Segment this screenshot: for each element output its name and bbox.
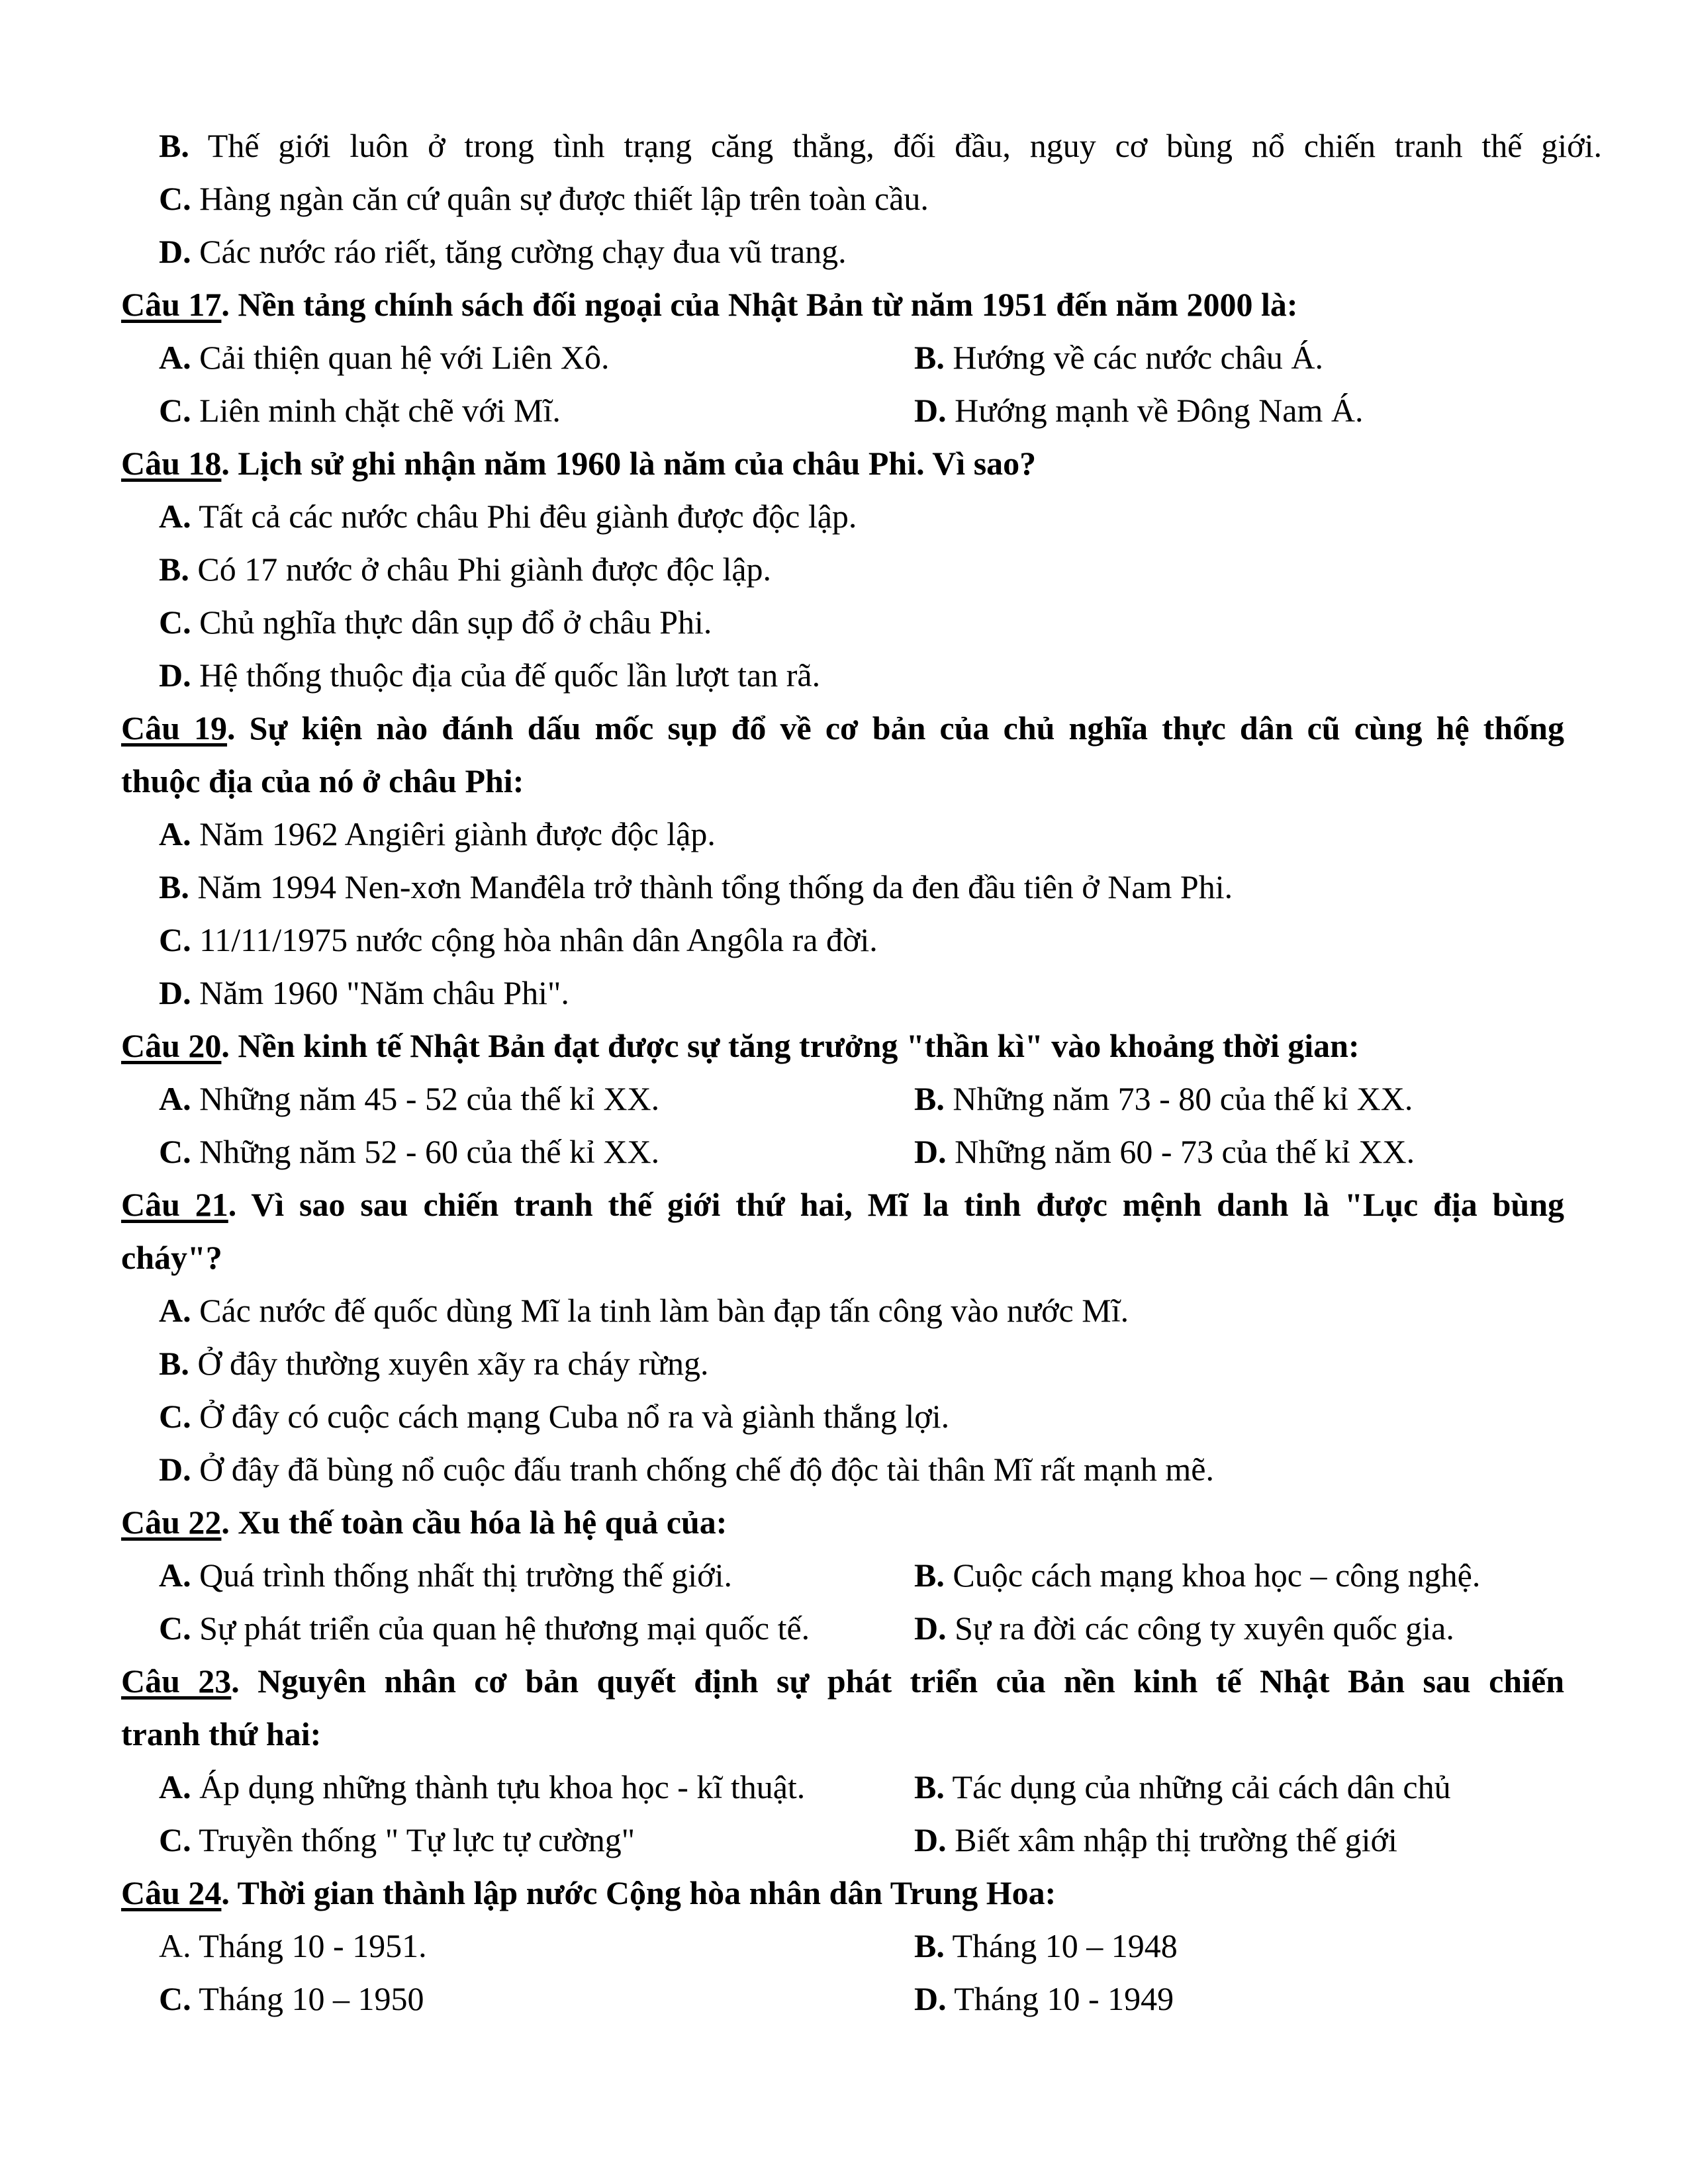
option-label: B. — [914, 1080, 945, 1117]
question-19-continued — [121, 761, 524, 801]
question-number: Câu 24 — [121, 1874, 222, 1911]
option-label: B. — [159, 127, 189, 164]
option-text: Năm 1994 Nen-xơn Manđêla trở thành tổng thống da đen đầu tiên ở Nam Phi. — [197, 868, 1233, 905]
option-label: B. — [159, 551, 189, 588]
option-text: Cuộc cách mạng khoa học – công nghệ. — [953, 1557, 1481, 1594]
option-text: Cải thiện quan hệ với Liên Xô. — [199, 339, 610, 376]
option-text: Hệ thống thuộc địa của đế quốc lần lượt tan rã. — [199, 657, 821, 694]
option-label: B. — [914, 1768, 945, 1805]
option-text: Liên minh chặt chẽ với Mĩ. — [199, 392, 561, 429]
option-text: Những năm 73 - 80 của thế kỉ XX. — [953, 1080, 1413, 1117]
option-label: D. — [914, 392, 947, 429]
question-21-option-c — [159, 1396, 949, 1436]
option-text: Biết xâm nhập thị trường thế giới — [955, 1821, 1397, 1858]
option-label: B. — [159, 868, 189, 905]
question-21-continued — [121, 1238, 222, 1277]
question-text: cháy"? — [121, 1239, 222, 1276]
option-label: A. — [159, 498, 191, 535]
question-24-option-b — [914, 1926, 1178, 1966]
option-label: C. — [159, 921, 191, 958]
option-text: Hướng mạnh về Đông Nam Á. — [955, 392, 1364, 429]
option-label: D. — [159, 233, 191, 270]
option-label: D. — [914, 1980, 947, 2017]
question-21-option-a — [159, 1291, 1129, 1330]
option-label: B. — [914, 339, 945, 376]
question-22-option-d — [914, 1608, 1454, 1648]
option-text: Các nước ráo riết, tăng cường chạy đua vũ trang. — [199, 233, 847, 270]
option-label: C. — [159, 604, 191, 641]
option-text: Ở đây có cuộc cách mạng Cuba nổ ra và giành thắng lợi. — [199, 1398, 950, 1435]
question-19-option-a — [159, 814, 716, 854]
question-number: Câu 23 — [121, 1662, 232, 1700]
question-number: Câu 19 — [121, 709, 228, 747]
question-23-option-a — [159, 1767, 805, 1807]
option-text: Áp dụng những thành tựu khoa học - kĩ thuật. — [199, 1768, 806, 1805]
question-18-option-d — [159, 655, 820, 695]
question-17-option-c — [159, 390, 561, 430]
option-label: C. — [159, 1821, 191, 1858]
option-label: D. — [159, 974, 191, 1011]
question-21-option-b — [159, 1343, 708, 1383]
question-text: . Xu thế toàn cầu hóa là hệ quả của: — [221, 1504, 727, 1541]
option-text: Tháng 10 – 1950 — [199, 1980, 424, 2017]
option-text: Sự phát triển của quan hệ thương mại quốc tế. — [199, 1610, 810, 1647]
question-text: . Nền kinh tế Nhật Bản đạt được sự tăng trưởng "thần kì" vào khoảng thời gian: — [221, 1027, 1360, 1064]
question-23-option-c — [159, 1820, 635, 1860]
question-22 — [121, 1502, 727, 1542]
option-text: Có 17 nước ở châu Phi giành được độc lập. — [197, 551, 772, 588]
option-text: Những năm 45 - 52 của thế kỉ XX. — [199, 1080, 660, 1117]
question-23-continued — [121, 1714, 321, 1754]
option-label: C. — [159, 1133, 191, 1170]
option-text: Tháng 10 – 1948 — [952, 1927, 1178, 1964]
option-label: A. — [159, 1557, 191, 1594]
question-21-option-d — [159, 1449, 1214, 1489]
question-20-option-a — [159, 1079, 659, 1118]
question-20-option-b — [914, 1079, 1413, 1118]
question-17-option-a — [159, 338, 609, 377]
option-label: D. — [914, 1133, 947, 1170]
question-23 — [121, 1661, 1564, 1701]
option-label: D. — [159, 657, 191, 694]
question-number: Câu 22 — [121, 1504, 222, 1541]
question-text: . Vì sao sau chiến tranh thế giới thứ hai, Mĩ la tinh được mệnh danh là "Lục địa bùng — [228, 1186, 1564, 1223]
option-label: A. — [159, 1768, 191, 1805]
option-text: Sự ra đời các công ty xuyên quốc gia. — [955, 1610, 1454, 1647]
option-label: C. — [159, 392, 191, 429]
question-24-option-a — [159, 1926, 427, 1966]
question-20-option-d — [914, 1132, 1415, 1171]
option-text: Thế giới luôn ở trong tình trạng căng thẳng, đối đầu, nguy cơ bùng nổ chiến tranh thế giới. — [207, 127, 1602, 164]
option-text: Tác dụng của những cải cách dân chủ — [952, 1768, 1451, 1805]
option-label: A. — [159, 339, 191, 376]
option-text: Năm 1960 "Năm châu Phi". — [199, 974, 569, 1011]
option-b — [159, 126, 1602, 165]
option-label: B. — [914, 1557, 945, 1594]
question-text: . Thời gian thành lập nước Cộng hòa nhân dân Trung Hoa: — [221, 1874, 1056, 1911]
option-c — [159, 179, 929, 218]
question-24-option-d — [914, 1979, 1174, 2019]
option-text: Chủ nghĩa thực dân sụp đổ ở châu Phi. — [199, 604, 712, 641]
question-24 — [121, 1873, 1056, 1913]
option-label: B. — [914, 1927, 945, 1964]
question-23-option-b — [914, 1767, 1451, 1807]
option-label: C. — [159, 1398, 191, 1435]
option-label: A. — [159, 1080, 191, 1117]
question-text: . Sự kiện nào đánh dấu mốc sụp đổ về cơ bản của chủ nghĩa thực dân cũ cùng hệ thống — [227, 709, 1564, 747]
question-17-option-d — [914, 390, 1363, 430]
question-19-option-b — [159, 867, 1233, 907]
question-23-option-d — [914, 1820, 1397, 1860]
question-24-option-c — [159, 1979, 424, 2019]
option-text: Tháng 10 - 1951. — [199, 1927, 427, 1964]
question-20-option-c — [159, 1132, 659, 1171]
question-19 — [121, 708, 1564, 748]
option-text: Những năm 60 - 73 của thế kỉ XX. — [955, 1133, 1415, 1170]
option-text: Hướng về các nước châu Á. — [953, 339, 1324, 376]
option-text: Hàng ngàn căn cứ quân sự được thiết lập trên toàn cầu. — [199, 180, 929, 217]
question-18-option-a — [159, 496, 857, 536]
option-label: A. — [159, 1292, 191, 1329]
question-21 — [121, 1185, 1564, 1224]
option-label: C. — [159, 180, 191, 217]
option-label: C. — [159, 1610, 191, 1647]
option-label: A. — [159, 1927, 191, 1964]
question-text: . Lịch sử ghi nhận năm 1960 là năm của châu Phi. Vì sao? — [221, 445, 1037, 482]
question-17 — [121, 285, 1298, 324]
option-label: A. — [159, 815, 191, 852]
option-label: C. — [159, 1980, 191, 2017]
question-text: thuộc địa của nó ở châu Phi: — [121, 762, 524, 799]
option-text: Những năm 52 - 60 của thế kỉ XX. — [199, 1133, 660, 1170]
question-19-option-c — [159, 920, 878, 960]
option-d — [159, 232, 847, 271]
question-text: . Nền tảng chính sách đối ngoại của Nhật Bản từ năm 1951 đến năm 2000 là: — [221, 286, 1298, 323]
question-text: . Nguyên nhân cơ bản quyết định sự phát triển của nền kinh tế Nhật Bản sau chiến — [231, 1662, 1564, 1700]
option-text: Ở đây đã bùng nổ cuộc đấu tranh chống chế độ độc tài thân Mĩ rất mạnh mẽ. — [199, 1451, 1214, 1488]
question-number: Câu 20 — [121, 1027, 222, 1064]
question-22-option-c — [159, 1608, 810, 1648]
question-number: Câu 18 — [121, 445, 222, 482]
option-label: D. — [914, 1821, 947, 1858]
question-17-option-b — [914, 338, 1323, 377]
option-label: D. — [159, 1451, 191, 1488]
question-number: Câu 21 — [121, 1186, 228, 1223]
question-18-option-b — [159, 549, 771, 589]
question-22-option-b — [914, 1555, 1480, 1595]
option-text: Tháng 10 - 1949 — [954, 1980, 1174, 2017]
option-text: Tất cả các nước châu Phi đêu giành được độc lập. — [199, 498, 857, 535]
option-label: B. — [159, 1345, 189, 1382]
question-18-option-c — [159, 602, 712, 642]
option-text: Ở đây thường xuyên xãy ra cháy rừng. — [197, 1345, 709, 1382]
option-text: Quá trình thống nhất thị trường thế giới. — [199, 1557, 732, 1594]
question-20 — [121, 1026, 1360, 1066]
question-text: tranh thứ hai: — [121, 1715, 322, 1752]
question-22-option-a — [159, 1555, 732, 1595]
option-text: Các nước đế quốc dùng Mĩ la tinh làm bàn đạp tấn công vào nước Mĩ. — [199, 1292, 1129, 1329]
question-number: Câu 17 — [121, 286, 222, 323]
option-label: D. — [914, 1610, 947, 1647]
option-text: Năm 1962 Angiêri giành được độc lập. — [199, 815, 716, 852]
question-18 — [121, 443, 1036, 483]
option-text: 11/11/1975 nước cộng hòa nhân dân Angôla ra đời. — [199, 921, 878, 958]
option-text: Truyền thống " Tự lực tự cường" — [199, 1821, 635, 1858]
question-19-option-d — [159, 973, 569, 1013]
